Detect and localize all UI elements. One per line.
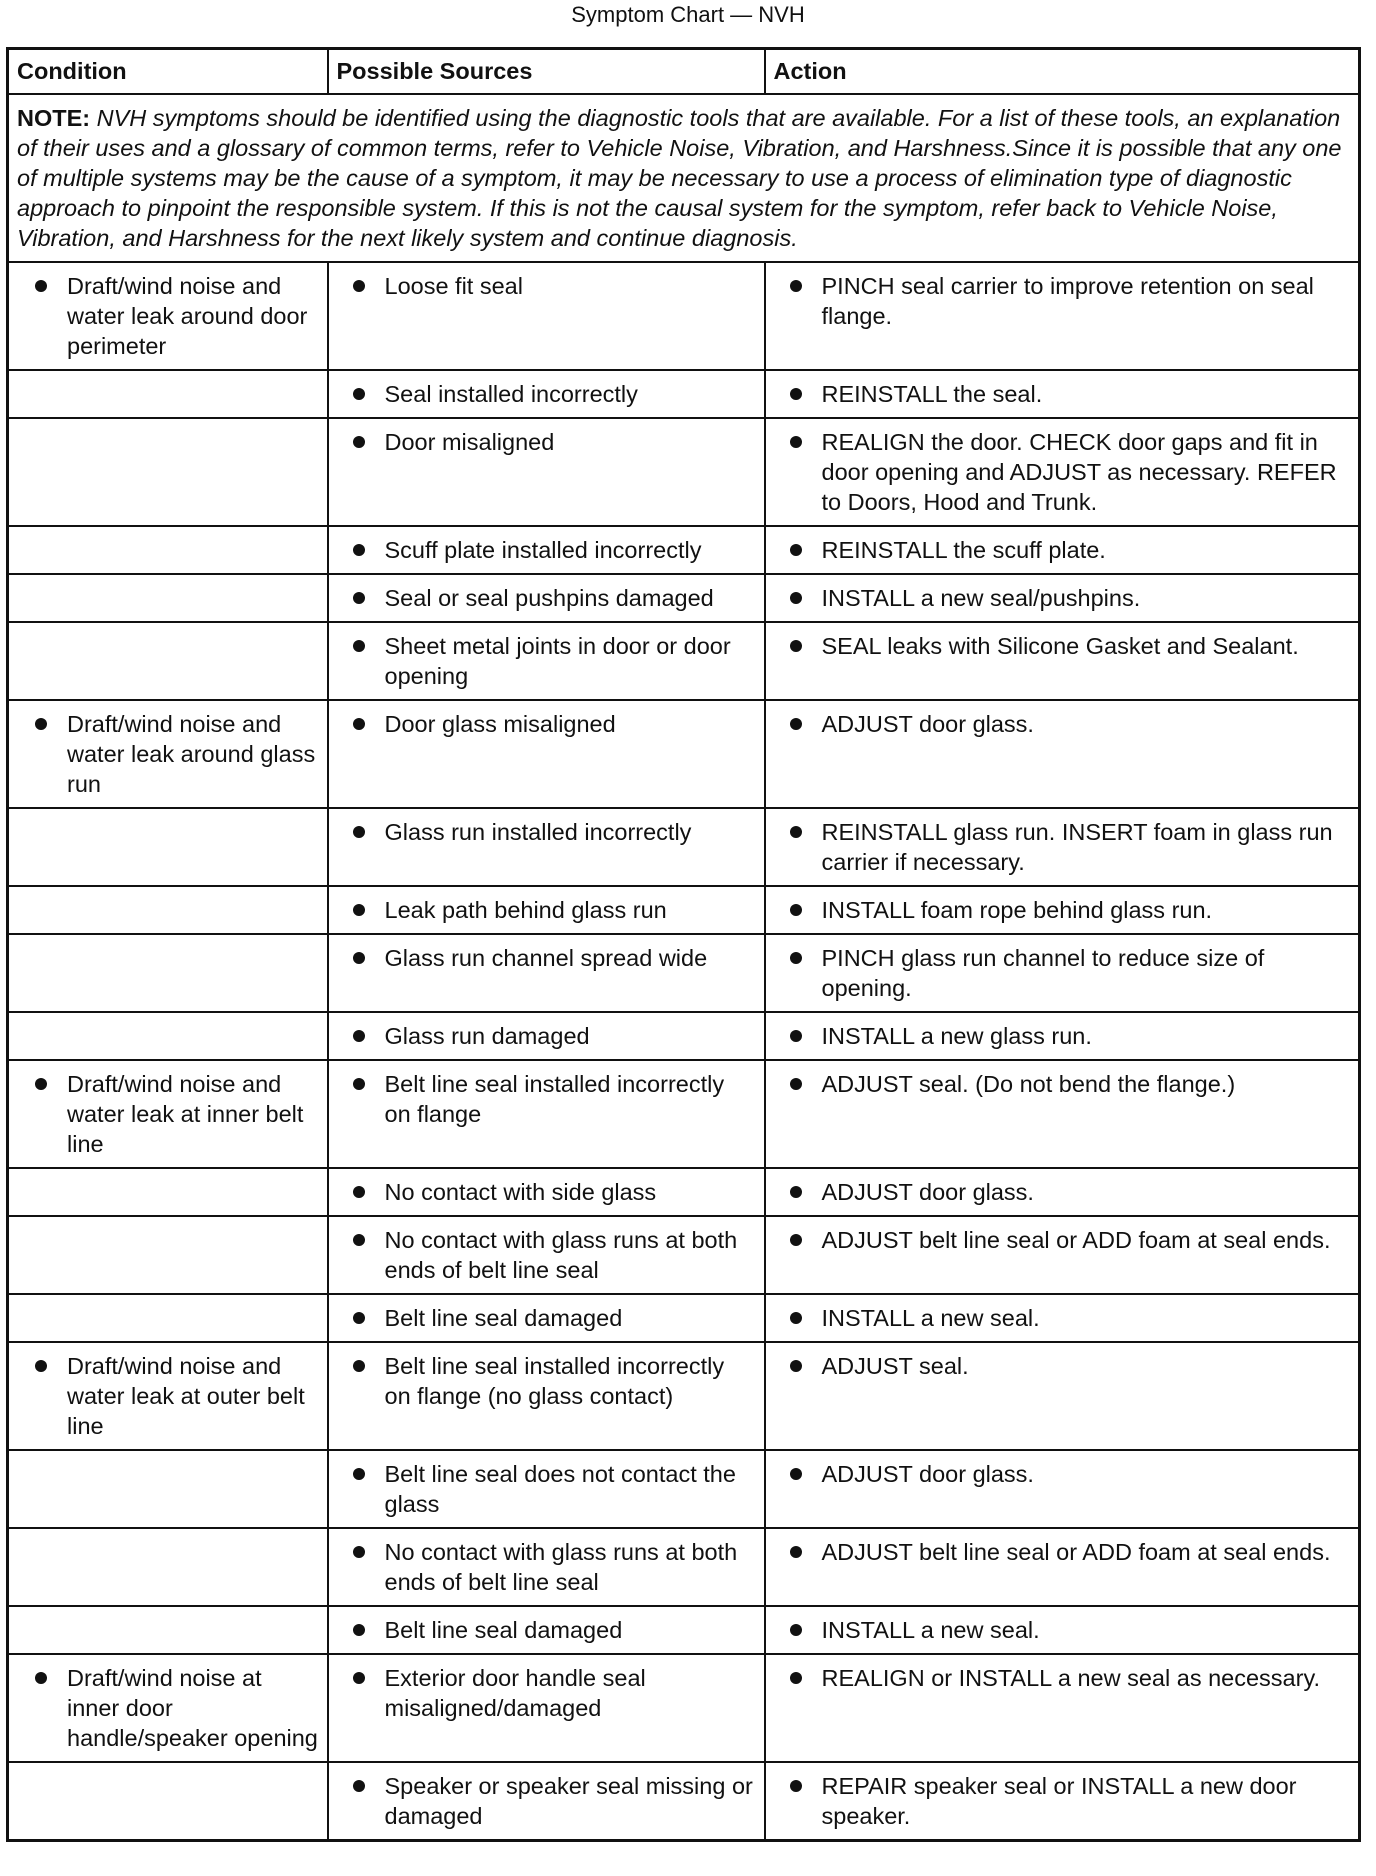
bullet-icon bbox=[790, 1780, 802, 1792]
bullet-icon bbox=[790, 592, 802, 604]
bullet-icon bbox=[790, 1360, 802, 1372]
table-row bbox=[8, 934, 1360, 1012]
condition-cell bbox=[8, 1012, 328, 1060]
condition-cell bbox=[8, 526, 328, 574]
possible-source-cell bbox=[328, 1060, 765, 1168]
condition-cell bbox=[8, 700, 328, 808]
action-text: ADJUST seal. bbox=[821, 1353, 969, 1379]
bullet-icon bbox=[790, 436, 802, 448]
possible-source-text: Glass run installed incorrectly bbox=[384, 819, 692, 845]
possible-source-cell bbox=[328, 1450, 765, 1528]
bullet-icon bbox=[790, 1234, 802, 1246]
bullet-icon bbox=[790, 1468, 802, 1480]
action-text: REINSTALL the seal. bbox=[821, 381, 1043, 407]
possible-source-text: Speaker or speaker seal missing or damaged bbox=[384, 1773, 753, 1829]
condition-cell bbox=[8, 622, 328, 700]
bullet-icon bbox=[353, 1360, 365, 1372]
action-text: REINSTALL the scuff plate. bbox=[821, 537, 1106, 563]
action-cell bbox=[765, 808, 1360, 886]
action-cell bbox=[765, 1216, 1360, 1294]
possible-source-cell bbox=[328, 1012, 765, 1060]
bullet-icon bbox=[353, 1186, 365, 1198]
possible-source-text: Exterior door handle seal misaligned/damaged bbox=[384, 1665, 646, 1721]
possible-source-cell bbox=[328, 262, 765, 370]
action-text: INSTALL a new seal/pushpins. bbox=[821, 585, 1141, 611]
bullet-icon bbox=[353, 904, 365, 916]
condition-cell bbox=[8, 934, 328, 1012]
possible-source-text: Belt line seal does not contact the glass bbox=[384, 1461, 736, 1517]
action-cell bbox=[765, 1060, 1360, 1168]
chart-title: Symptom Chart — NVH bbox=[571, 2, 805, 27]
possible-source-cell bbox=[328, 808, 765, 886]
condition-text: Draft/wind noise and water leak at inner belt line bbox=[67, 1071, 304, 1157]
table-row bbox=[8, 1294, 1360, 1342]
condition-cell bbox=[8, 1654, 328, 1762]
bullet-icon bbox=[790, 952, 802, 964]
action-cell bbox=[765, 262, 1360, 370]
possible-source-text: Belt line seal installed incorrectly on flange (no glass contact) bbox=[384, 1353, 725, 1409]
bullet-icon bbox=[790, 388, 802, 400]
condition-cell bbox=[8, 1294, 328, 1342]
bullet-icon bbox=[790, 1672, 802, 1684]
bullet-icon bbox=[35, 1672, 47, 1684]
action-cell bbox=[765, 886, 1360, 934]
table-row bbox=[8, 808, 1360, 886]
possible-source-cell bbox=[328, 622, 765, 700]
bullet-icon bbox=[790, 640, 802, 652]
possible-source-text: Seal installed incorrectly bbox=[384, 381, 638, 407]
condition-cell bbox=[8, 1060, 328, 1168]
bullet-icon bbox=[353, 1468, 365, 1480]
bullet-icon bbox=[35, 1360, 47, 1372]
header-action: Action bbox=[765, 49, 1360, 95]
bullet-icon bbox=[790, 904, 802, 916]
condition-text: Draft/wind noise and water leak around glass run bbox=[67, 711, 316, 797]
action-text: INSTALL foam rope behind glass run. bbox=[821, 897, 1213, 923]
condition-cell bbox=[8, 1606, 328, 1654]
bullet-icon bbox=[790, 1030, 802, 1042]
possible-source-cell bbox=[328, 1294, 765, 1342]
action-cell bbox=[765, 418, 1360, 526]
condition-cell bbox=[8, 1342, 328, 1450]
note-text: NVH symptoms should be identified using the diagnostic tools that are available. For a list of these tools, an explanation of their uses and a glossary of common terms, refer to Vehicle Noise, Vibration, and Harshness.Since it is possible that any one of multiple systems may be the cause of a symptom, it may be necessary to use a process of elimination type of diagnostic approach to pinpoint the responsible system. If this is not the causal system for the symptom, refer back to Vehicle Noise, Vibration, and Harshness for the next likely system and continue diagnosis. bbox=[17, 105, 1342, 251]
action-cell bbox=[765, 934, 1360, 1012]
bullet-icon bbox=[353, 640, 365, 652]
possible-source-text: Glass run channel spread wide bbox=[384, 945, 708, 971]
action-text: ADJUST belt line seal or ADD foam at seal ends. bbox=[821, 1539, 1331, 1565]
bullet-icon bbox=[353, 952, 365, 964]
table-row bbox=[8, 1762, 1360, 1841]
bullet-icon bbox=[353, 388, 365, 400]
possible-source-text: Belt line seal damaged bbox=[384, 1305, 623, 1331]
action-cell bbox=[765, 1762, 1360, 1841]
possible-source-cell bbox=[328, 1216, 765, 1294]
possible-source-text: Door misaligned bbox=[384, 429, 555, 455]
action-cell bbox=[765, 622, 1360, 700]
bullet-icon bbox=[353, 1030, 365, 1042]
bullet-icon bbox=[35, 1078, 47, 1090]
table-row bbox=[8, 370, 1360, 418]
possible-source-cell bbox=[328, 700, 765, 808]
possible-source-cell bbox=[328, 1654, 765, 1762]
action-text: REALIGN the door. CHECK door gaps and fit in door opening and ADJUST as necessary. REFER to Doors, Hood and Trunk. bbox=[821, 429, 1337, 515]
bullet-icon bbox=[353, 1624, 365, 1636]
bullet-icon bbox=[790, 280, 802, 292]
bullet-icon bbox=[353, 1312, 365, 1324]
action-cell bbox=[765, 1294, 1360, 1342]
symptom-table bbox=[6, 47, 1361, 1842]
bullet-icon bbox=[790, 718, 802, 730]
action-cell bbox=[765, 1342, 1360, 1450]
table-row bbox=[8, 1216, 1360, 1294]
action-text: REALIGN or INSTALL a new seal as necessary. bbox=[821, 1665, 1320, 1691]
bullet-icon bbox=[353, 592, 365, 604]
bullet-icon bbox=[353, 544, 365, 556]
bullet-icon bbox=[353, 1546, 365, 1558]
action-text: REINSTALL glass run. INSERT foam in glass run carrier if necessary. bbox=[821, 819, 1333, 875]
condition-cell bbox=[8, 808, 328, 886]
bullet-icon bbox=[790, 826, 802, 838]
table-row bbox=[8, 886, 1360, 934]
condition-cell bbox=[8, 262, 328, 370]
bullet-icon bbox=[790, 1312, 802, 1324]
action-text: ADJUST door glass. bbox=[821, 1179, 1034, 1205]
action-cell bbox=[765, 370, 1360, 418]
possible-source-text: Leak path behind glass run bbox=[384, 897, 667, 923]
header-possible-sources: Possible Sources bbox=[328, 49, 765, 95]
bullet-icon bbox=[35, 280, 47, 292]
table-row bbox=[8, 1342, 1360, 1450]
action-cell bbox=[765, 700, 1360, 808]
table-row bbox=[8, 1606, 1360, 1654]
bullet-icon bbox=[790, 1078, 802, 1090]
action-text: PINCH glass run channel to reduce size of opening. bbox=[821, 945, 1265, 1001]
table-row bbox=[8, 1654, 1360, 1762]
possible-source-cell bbox=[328, 526, 765, 574]
action-cell bbox=[765, 1528, 1360, 1606]
bullet-icon bbox=[353, 826, 365, 838]
action-text: ADJUST door glass. bbox=[821, 1461, 1034, 1487]
table-row bbox=[8, 1012, 1360, 1060]
bullet-icon bbox=[353, 1672, 365, 1684]
action-cell bbox=[765, 1450, 1360, 1528]
action-text: INSTALL a new seal. bbox=[821, 1617, 1040, 1643]
possible-source-cell bbox=[328, 934, 765, 1012]
bullet-icon bbox=[790, 544, 802, 556]
table-row bbox=[8, 574, 1360, 622]
table-row bbox=[8, 622, 1360, 700]
possible-source-cell bbox=[328, 370, 765, 418]
condition-cell bbox=[8, 1216, 328, 1294]
table-row bbox=[8, 262, 1360, 370]
table-row bbox=[8, 700, 1360, 808]
bullet-icon bbox=[353, 1234, 365, 1246]
possible-source-text: No contact with glass runs at both ends of belt line seal bbox=[384, 1539, 738, 1595]
action-text: ADJUST belt line seal or ADD foam at seal ends. bbox=[821, 1227, 1331, 1253]
possible-source-cell bbox=[328, 1762, 765, 1841]
possible-source-cell bbox=[328, 574, 765, 622]
possible-source-text: No contact with glass runs at both ends of belt line seal bbox=[384, 1227, 738, 1283]
possible-source-text: Belt line seal installed incorrectly on flange bbox=[384, 1071, 725, 1127]
condition-cell bbox=[8, 1450, 328, 1528]
possible-source-text: Belt line seal damaged bbox=[384, 1617, 623, 1643]
table-row bbox=[8, 1168, 1360, 1216]
action-cell bbox=[765, 1012, 1360, 1060]
possible-source-cell bbox=[328, 1342, 765, 1450]
action-cell bbox=[765, 526, 1360, 574]
possible-source-cell bbox=[328, 1528, 765, 1606]
possible-source-text: Sheet metal joints in door or door opening bbox=[384, 633, 731, 689]
bullet-icon bbox=[353, 1078, 365, 1090]
bullet-icon bbox=[790, 1186, 802, 1198]
condition-text: Draft/wind noise and water leak around door perimeter bbox=[67, 273, 308, 359]
bullet-icon bbox=[35, 718, 47, 730]
action-text: INSTALL a new glass run. bbox=[821, 1023, 1092, 1049]
possible-source-text: Seal or seal pushpins damaged bbox=[384, 585, 714, 611]
condition-cell bbox=[8, 1168, 328, 1216]
action-text: ADJUST seal. (Do not bend the flange.) bbox=[821, 1071, 1236, 1097]
bullet-icon bbox=[353, 280, 365, 292]
action-text: PINCH seal carrier to improve retention on seal flange. bbox=[821, 273, 1314, 329]
note-row bbox=[8, 94, 1360, 262]
table-row bbox=[8, 526, 1360, 574]
action-text: SEAL leaks with Silicone Gasket and Sealant. bbox=[821, 633, 1299, 659]
action-text: ADJUST door glass. bbox=[821, 711, 1034, 737]
condition-cell bbox=[8, 370, 328, 418]
header-condition: Condition bbox=[8, 49, 328, 95]
condition-cell bbox=[8, 1762, 328, 1841]
condition-text: Draft/wind noise at inner door handle/speaker opening bbox=[67, 1665, 318, 1751]
header-row bbox=[8, 49, 1360, 95]
possible-source-text: Door glass misaligned bbox=[384, 711, 616, 737]
bullet-icon bbox=[353, 718, 365, 730]
action-text: INSTALL a new seal. bbox=[821, 1305, 1040, 1331]
table-row bbox=[8, 1450, 1360, 1528]
possible-source-cell bbox=[328, 1606, 765, 1654]
possible-source-text: Glass run damaged bbox=[384, 1023, 590, 1049]
condition-text: Draft/wind noise and water leak at outer belt line bbox=[67, 1353, 305, 1439]
condition-cell bbox=[8, 1528, 328, 1606]
table-row bbox=[8, 1528, 1360, 1606]
possible-source-text: Loose fit seal bbox=[384, 273, 523, 299]
possible-source-text: No contact with side glass bbox=[384, 1179, 657, 1205]
action-cell bbox=[765, 1168, 1360, 1216]
note-label: NOTE: bbox=[17, 105, 91, 131]
condition-cell bbox=[8, 418, 328, 526]
possible-source-text: Scuff plate installed incorrectly bbox=[384, 537, 702, 563]
action-cell bbox=[765, 1606, 1360, 1654]
possible-source-cell bbox=[328, 418, 765, 526]
note-cell bbox=[8, 94, 1360, 262]
bullet-icon bbox=[353, 1780, 365, 1792]
possible-source-cell bbox=[328, 886, 765, 934]
condition-cell bbox=[8, 574, 328, 622]
bullet-icon bbox=[790, 1546, 802, 1558]
possible-source-cell bbox=[328, 1168, 765, 1216]
bullet-icon bbox=[353, 436, 365, 448]
action-cell bbox=[765, 574, 1360, 622]
table-row bbox=[8, 418, 1360, 526]
condition-cell bbox=[8, 886, 328, 934]
table-row bbox=[8, 1060, 1360, 1168]
bullet-icon bbox=[790, 1624, 802, 1636]
action-text: REPAIR speaker seal or INSTALL a new door speaker. bbox=[821, 1773, 1297, 1829]
action-cell bbox=[765, 1654, 1360, 1762]
